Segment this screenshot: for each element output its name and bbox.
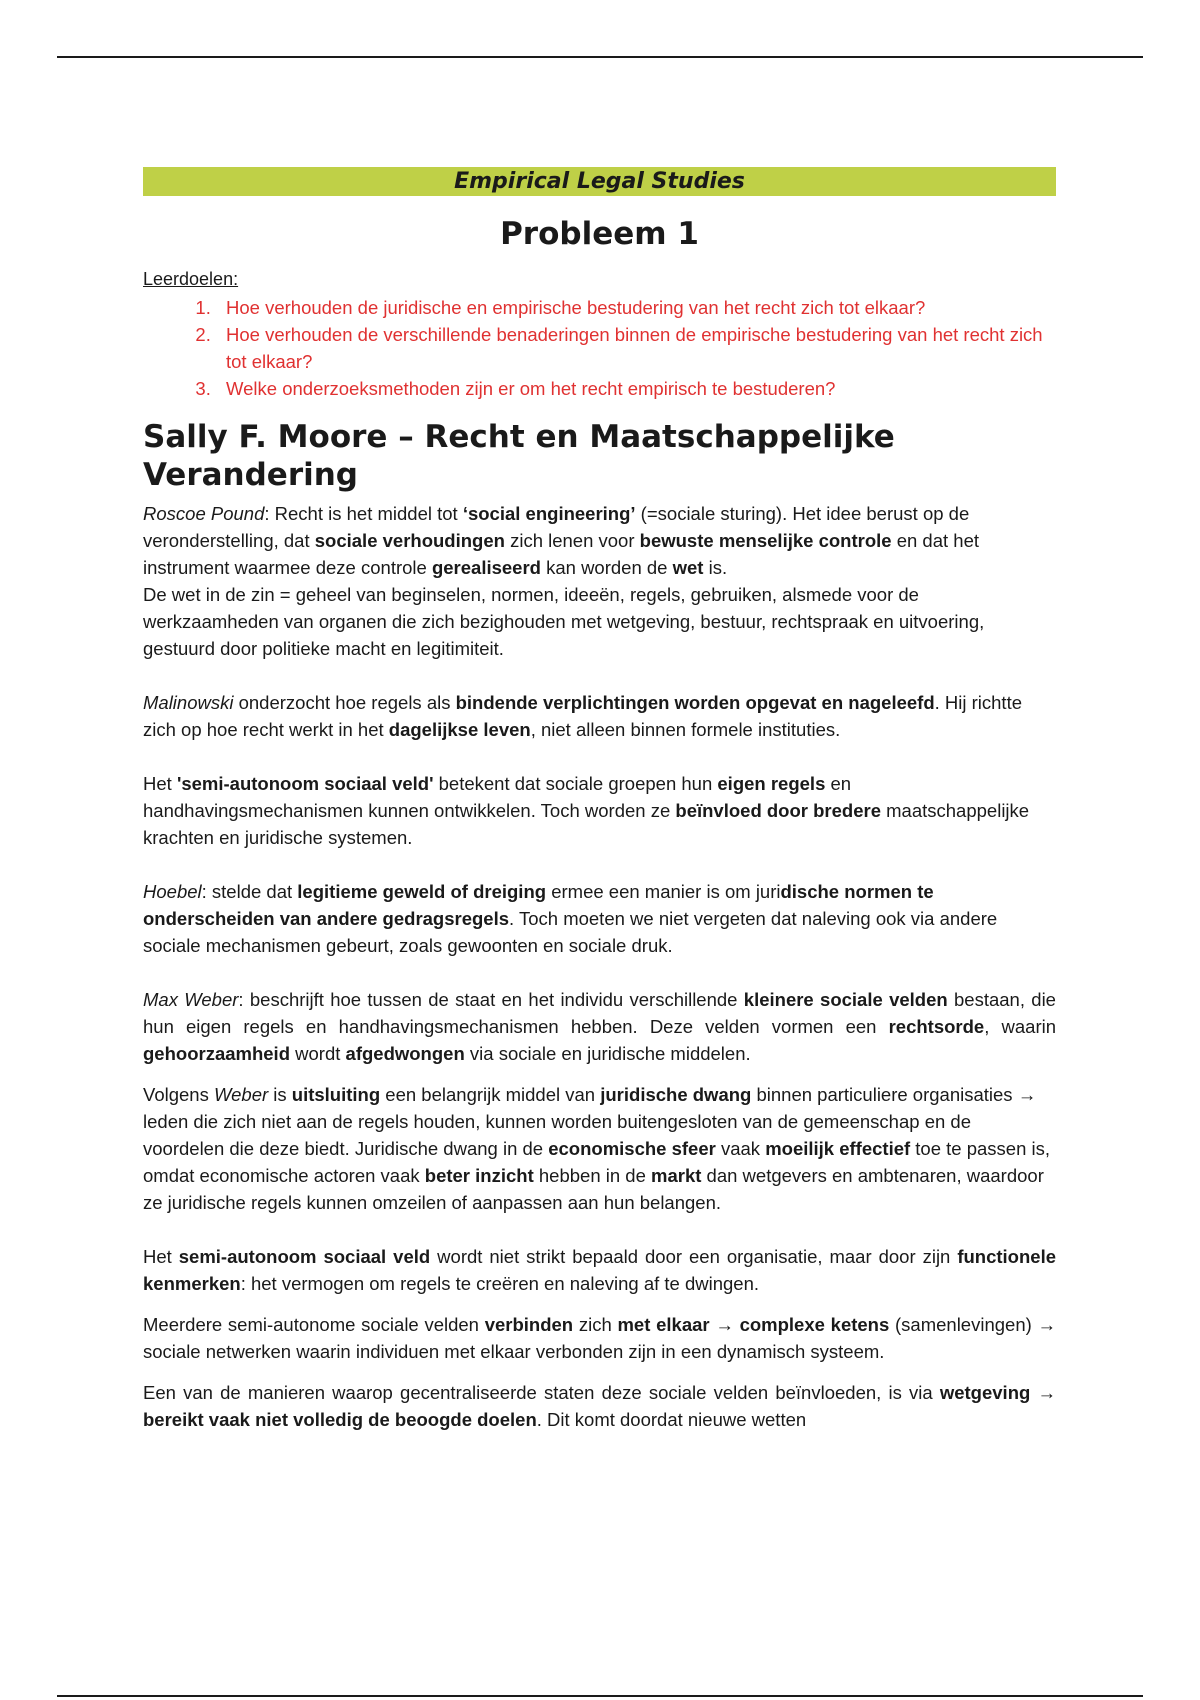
- learning-goals-label: Leerdoelen:: [143, 269, 239, 289]
- paragraph-max-weber: Max Weber: beschrijft hoe tussen de staat en het individu verschillende kleinere sociale velden bestaan, die hun eigen regels en handhavingsmechanismen hebben. Deze velden vormen een rechtsorde, waarin gehoorzaamheid wordt afgedwongen via sociale en juridische middelen.: [143, 989, 1057, 1064]
- arrow-right-icon: →: [1017, 1084, 1037, 1105]
- learning-goals-list: [143, 294, 1056, 402]
- paragraph-functionele-kenmerken: Het semi-autonoom sociaal veld wordt niet strikt bepaald door een organisatie, maar door zijn functionele kenmerken: het vermogen om regels te creëren en naleving af te dwingen.: [143, 1246, 1056, 1294]
- learning-goal-item: 3. Welke onderzoeksmethoden zijn er om het recht empirisch te bestuderen?: [216, 375, 1056, 402]
- footer-rule: [57, 1695, 1143, 1697]
- paragraph-complexe-ketens: Meerdere semi-autonome sociale velden verbinden zich met elkaar → complexe ketens (samenlevingen) → sociale netwerken waarin individuen met elkaar verbonden zijn in een dynamisch systeem.: [143, 1314, 1057, 1362]
- page-title: Probleem 1: [500, 216, 699, 252]
- paragraph-roscoe-pound: Roscoe Pound: Recht is het middel tot ‘social engineering’ (=sociale sturing). Het idee berust op de veronderstelling, dat sociale verhoudingen zich lenen voor bewuste menselijke controle en dat het instrument waarmee deze controle gerealiseerd kan worden de wet is.: [143, 503, 979, 578]
- paragraph-malinowski: Malinowski onderzocht hoe regels als bindende verplichtingen worden opgevat en nageleefd. Hij richtte zich op hoe recht werkt in het dagelijkse leven, niet alleen binnen formele instituties.: [143, 692, 1023, 740]
- course-title-banner: Empirical Legal Studies: [143, 167, 1056, 196]
- arrow-right-icon: →: [715, 1314, 734, 1335]
- paragraph-weber-uitsluiting: Volgens Weber is uitsluiting een belangrijk middel van juridische dwang binnen particuliere organisaties → leden die zich niet aan de regels houden, kunnen worden buitengesloten van de gemeenschap en de voordelen die deze biedt. Juridische dwang in de economische sfeer vaak moeilijk effectief toe te passen is, omdat economische actoren vaak beter inzicht hebben in de markt dan wetgevers en ambtenaren, waardoor ze juridische regels kunnen omzeilen of aanpassen aan hun belangen.: [143, 1084, 1051, 1213]
- paragraph-wetgeving: Een van de manieren waarop gecentraliseerde staten deze sociale velden beïnvloeden, is via wetgeving → bereikt vaak niet volledig de beoogde doelen. Dit komt doordat nieuwe wetten: [143, 1382, 1056, 1430]
- paragraph-semi-autonoom: Het 'semi-autonoom sociaal veld' betekent dat sociale groepen hun eigen regels en handhavingsmechanismen kunnen ontwikkelen. Toch worden ze beïnvloed door bredere maatschappelijke krachten en juridische systemen.: [143, 773, 1030, 848]
- paragraph-wet-definitie: De wet in de zin = geheel van beginselen, normen, ideeën, regels, gebruiken, alsmede voor de werkzaamheden van organen die zich bezighouden met wetgeving, bestuur, rechtspraak en uitvoering, gestuurd door politieke macht en legitimiteit.: [143, 584, 985, 659]
- section-heading: Sally F. Moore – Recht en Maatschappelijke Verandering: [143, 419, 895, 493]
- document-page: [143, 167, 1056, 1433]
- arrow-right-icon: →: [1037, 1382, 1056, 1403]
- header-rule: [57, 56, 1143, 58]
- learning-goal-item: 2. Hoe verhouden de verschillende benaderingen binnen de empirische bestudering van het recht zich tot elkaar?: [216, 321, 1056, 375]
- paragraph-hoebel: Hoebel: stelde dat legitieme geweld of dreiging ermee een manier is om juridische normen te onderscheiden van andere gedragsregels. Toch moeten we niet vergeten dat naleving ook via andere sociale mechanismen gebeurt, zoals gewoonten en sociale druk.: [143, 881, 998, 956]
- learning-goal-item: 1. Hoe verhouden de juridische en empirische bestudering van het recht zich tot elkaar?: [216, 294, 1056, 321]
- arrow-right-icon: →: [1037, 1314, 1057, 1335]
